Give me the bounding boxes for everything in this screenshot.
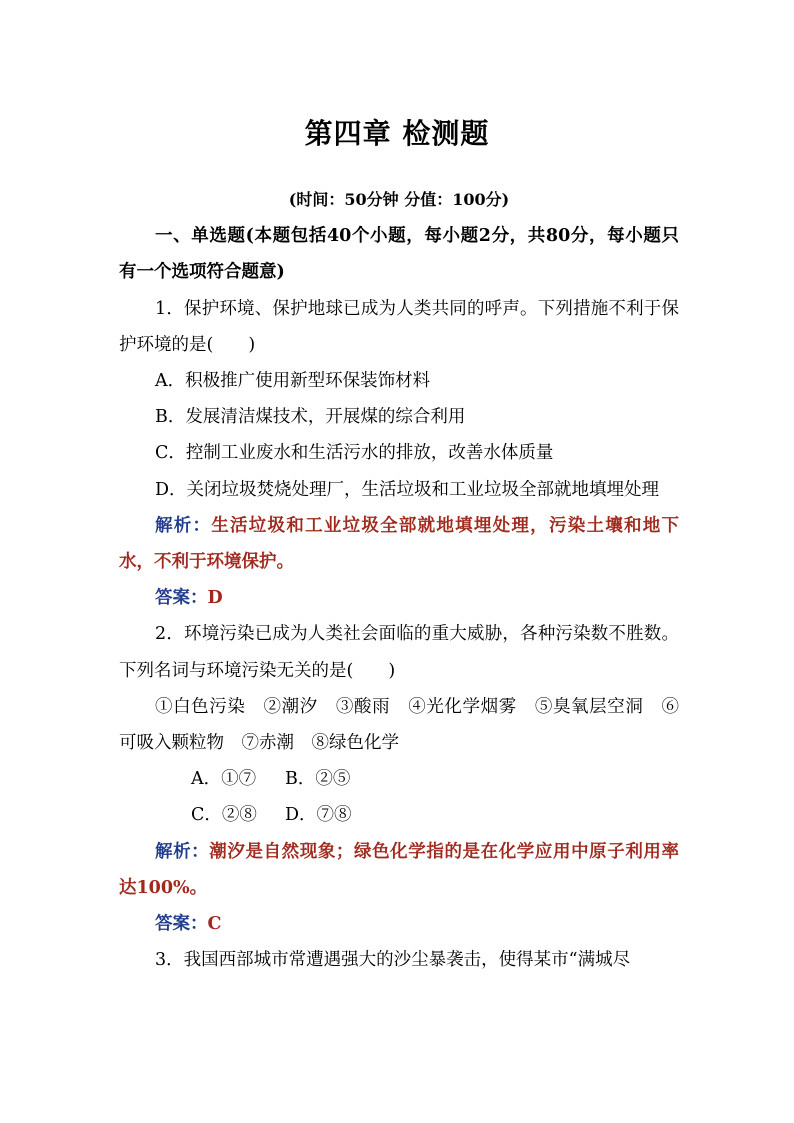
exam-meta: (时间：50分钟 分值：100分) [288, 190, 510, 209]
question-2-option-b: B．②⑤ [285, 769, 351, 790]
question-2-option-d: D．⑦⑧ [285, 805, 352, 826]
answer-value: D [207, 588, 223, 609]
question-1-option-a: A．积极推广使用新型环保装饰材料 [155, 371, 431, 392]
question-2-options-row-2 [119, 797, 679, 833]
answer-label: 答案： [155, 588, 208, 609]
analysis-text: 潮汐是自然现象；绿色化学指的是在化学应用中原子利用率达100%。 [119, 841, 680, 898]
answer-label: 答案： [155, 914, 208, 935]
question-2-items: ①白色污染 ②潮汐 ③酸雨 ④光化学烟雾 ⑤臭氧层空洞 ⑥可吸入颗粒物 ⑦赤潮 ⑧绿色化学 [119, 696, 679, 754]
question-2-analysis [119, 834, 679, 906]
question-1-option-b: B．发展清洁煤技术，开展煤的综合利用 [155, 407, 466, 428]
question-1-stem: 1．保护环境、保护地球已成为人类共同的呼声。下列措施不利于保护环境的是( ) [119, 298, 679, 355]
answer-value: C [207, 914, 222, 935]
analysis-text: 生活垃圾和工业垃圾全部就地填埋处理，污染土壤和地下水，不利于环境保护。 [119, 515, 680, 573]
analysis-label: 解析： [155, 515, 212, 536]
question-1-option-c: C．控制工业废水和生活污水的排放，改善水体质量 [155, 443, 554, 464]
question-2-answer [119, 906, 679, 942]
section-heading: 一、单选题(本题包括40个小题，每小题2分，共80分，每小题只有一个选项符合题意) [119, 226, 679, 283]
page-title: 第四章 检测题 [304, 117, 490, 150]
question-2-option-a: A．①⑦ [191, 769, 257, 790]
analysis-label: 解析： [155, 841, 210, 862]
question-2-option-c: C．②⑧ [191, 805, 257, 826]
question-1-answer [119, 580, 679, 616]
question-1-option-d: D．关闭垃圾焚烧处理厂，生活垃圾和工业垃圾全部就地填埋处理 [155, 479, 660, 500]
question-3-stem: 3．我国西部城市常遭遇强大的沙尘暴袭击，使得某市“满城尽 [155, 950, 631, 971]
question-2-stem: 2．环境污染已成为人类社会面临的重大威胁，各种污染数不胜数。下列名词与环境污染无关的是( ) [119, 624, 679, 681]
document-body [119, 182, 679, 978]
question-2-options-row-1 [119, 761, 679, 797]
question-1-analysis [119, 508, 679, 580]
